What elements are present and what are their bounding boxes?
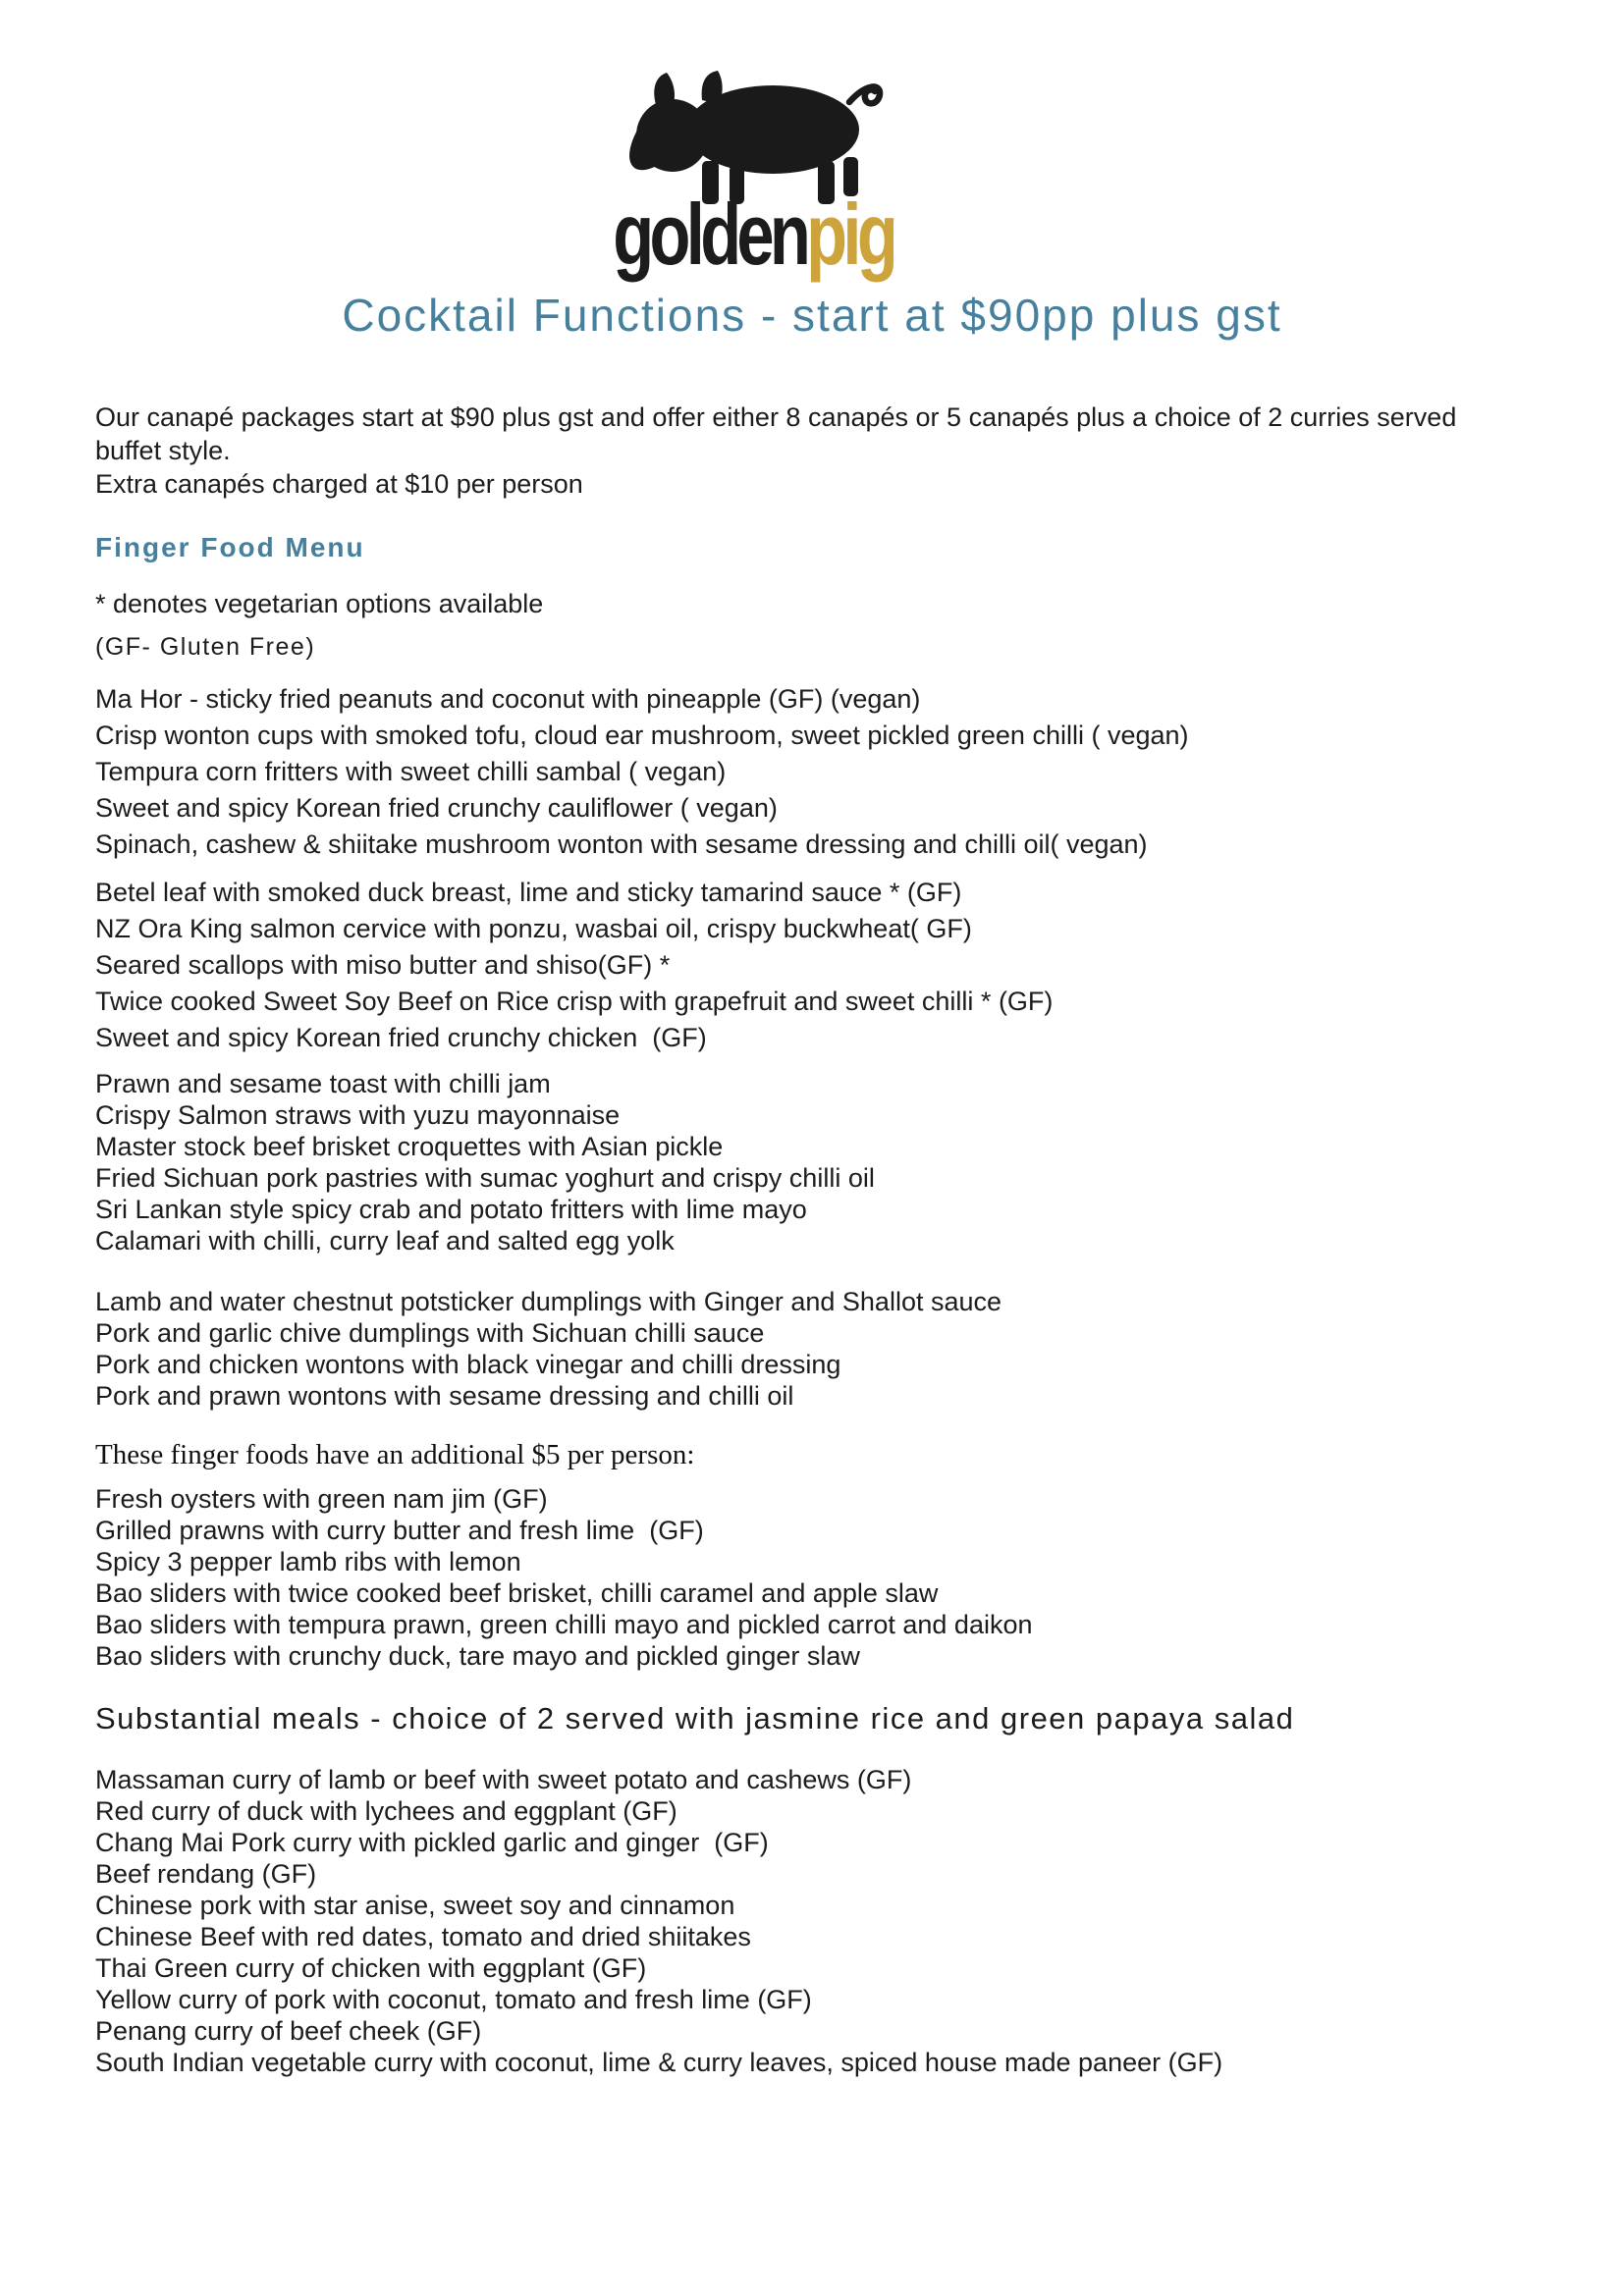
substantial-meals-group [95,1764,1555,2078]
seafood-meat-canape-group [95,875,1555,1056]
menu-item: Bao sliders with tempura prawn, green chilli mayo and pickled carrot and daikon [95,1609,1033,1639]
menu-item: Tempura corn fritters with sweet chilli sambal ( vegan) [95,756,727,786]
menu-item: Thai Green curry of chicken with eggplant (GF) [95,1952,647,1983]
intro-extra-note: Extra canapés charged at $10 per person [95,468,583,499]
gluten-free-note: (GF- Gluten Free) [95,632,316,661]
menu-item: Pork and chicken wontons with black vinegar and chilli dressing [95,1349,841,1379]
menu-item: Twice cooked Sweet Soy Beef on Rice crisp with grapefruit and sweet chilli * (GF) [95,986,1054,1016]
fried-canape-group [95,1068,1555,1256]
menu-item: Prawn and sesame toast with chilli jam [95,1068,551,1098]
logo [0,71,1565,283]
brand-pig: pig [805,186,893,283]
menu-item: Ma Hor - sticky fried peanuts and coconut with pineapple (GF) (vegan) [95,683,921,714]
menu-item: Sri Lankan style spicy crab and potato fritters with lime mayo [95,1194,807,1224]
menu-item: Spicy 3 pepper lamb ribs with lemon [95,1546,521,1576]
finger-food-heading: Finger Food Menu [95,531,365,562]
menu-item: Pork and garlic chive dumplings with Sichuan chilli sauce [95,1317,765,1348]
menu-item: Betel leaf with smoked duck breast, lime and sticky tamarind sauce * (GF) [95,877,962,907]
menu-item: Seared scallops with miso butter and shiso(GF) * [95,949,671,980]
menu-item: Yellow curry of pork with coconut, tomato and fresh lime (GF) [95,1984,812,2014]
intro-paragraph: Our canapé packages start at $90 plus gst and offer either 8 canapés or 5 canapés plus a choice of 2 curries served buffet style. [95,401,1464,465]
additional-charge-note: These finger foods have an additional $5 per person: [95,1438,695,1470]
menu-item: Fried Sichuan pork pastries with sumac yoghurt and crispy chilli oil [95,1162,875,1193]
menu-item: Red curry of duck with lychees and eggplant (GF) [95,1795,677,1826]
page-title: Cocktail Functions - start at $90pp plus gst [342,289,1282,341]
menu-item: Pork and prawn wontons with sesame dressing and chilli oil [95,1380,794,1411]
menu-item: Chang Mai Pork curry with pickled garlic and ginger (GF) [95,1827,769,1857]
menu-item: Grilled prawns with curry butter and fresh lime (GF) [95,1515,704,1545]
menu-item: South Indian vegetable curry with coconut, lime & curry leaves, spiced house made paneer (GF) [95,2047,1223,2077]
menu-item: Master stock beef brisket croquettes with Asian pickle [95,1131,724,1161]
dumpling-canape-group [95,1286,1555,1412]
premium-canape-group [95,1483,1555,1672]
menu-item: Chinese Beef with red dates, tomato and dried shiitakes [95,1921,751,1951]
menu-item: Chinese pork with star anise, sweet soy and cinnamon [95,1890,735,1920]
menu-item: Crisp wonton cups with smoked tofu, cloud ear mushroom, sweet pickled green chilli ( vegan) [95,720,1189,750]
menu-item: Fresh oysters with green nam jim (GF) [95,1483,548,1514]
menu-item: Calamari with chilli, curry leaf and salted egg yolk [95,1225,675,1255]
menu-item: Beef rendang (GF) [95,1858,317,1889]
menu-content [0,400,1624,2078]
menu-item: Lamb and water chestnut potsticker dumplings with Ginger and Shallot sauce [95,1286,1002,1316]
brand-wordmark [613,186,893,283]
menu-item: NZ Ora King salmon cervice with ponzu, wasbai oil, crispy buckwheat( GF) [95,913,972,943]
menu-item: Massaman curry of lamb or beef with sweet potato and cashews (GF) [95,1764,912,1794]
vegetarian-note: * denotes vegetarian options available [95,588,544,618]
menu-item: Bao sliders with twice cooked beef brisket, chilli caramel and apple slaw [95,1577,939,1608]
substantial-meals-heading: Substantial meals - choice of 2 served with jasmine rice and green papaya salad [95,1700,1295,1735]
menu-item: Bao sliders with crunchy duck, tare mayo and pickled ginger slaw [95,1640,860,1671]
brand-golden: golden [613,186,806,283]
menu-item: Sweet and spicy Korean fried crunchy chicken (GF) [95,1022,707,1052]
menu-item: Penang curry of beef cheek (GF) [95,2015,482,2046]
menu-item: Sweet and spicy Korean fried crunchy cauliflower ( vegan) [95,792,778,823]
menu-item: Spinach, cashew & shiitake mushroom wonton with sesame dressing and chilli oil( vegan) [95,828,1148,859]
vegan-canape-group [95,681,1555,863]
menu-item: Crispy Salmon straws with yuzu mayonnaise [95,1099,621,1130]
